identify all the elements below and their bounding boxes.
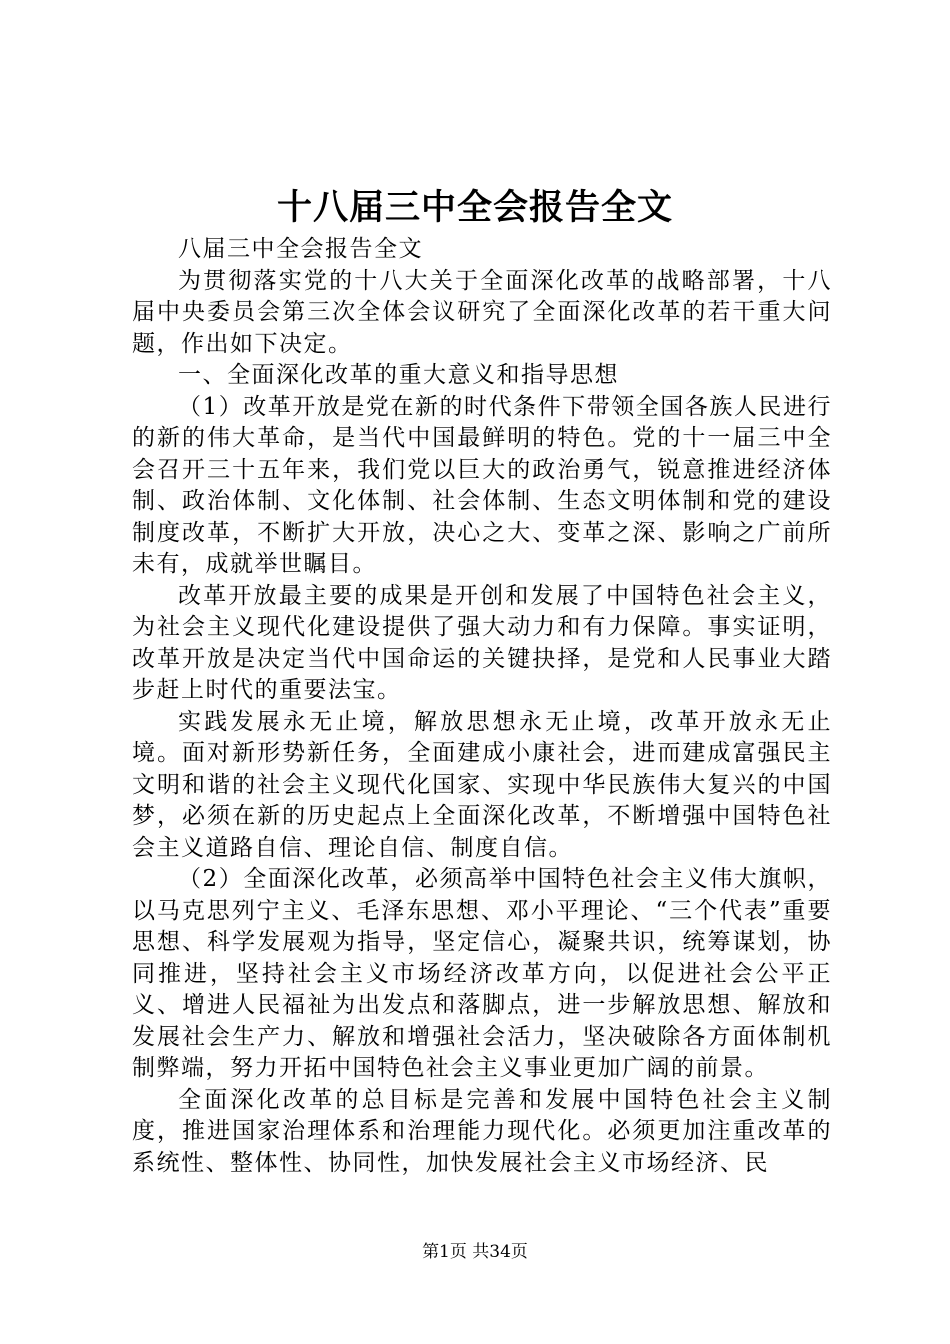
paragraph: 为贯彻落实党的十八大关于全面深化改革的战略部署，十八届中央委员会第三次全体会议研究了全面深化改革的若干重大问题，作出如下决定。 xyxy=(132,267,832,357)
paragraph: 全面深化改革的总目标是完善和发展中国特色社会主义制度，推进国家治理体系和治理能力现代化。必须更加注重改革的系统性、整体性、协同性，加快发展社会主义市场经济、民 xyxy=(132,1086,832,1176)
paragraph: 八届三中全会报告全文 xyxy=(178,236,423,262)
document-title: 十八届三中全会报告全文 xyxy=(276,187,673,228)
paragraph: （2）全面深化改革，必须高举中国特色社会主义伟大旗帜，以马克思列宁主义、毛泽东思想、邓小平理论、“三个代表”重要思想、科学发展观为指导，坚定信心，凝聚共识，统筹谋划，协同推进，坚持社会主义市场经济改革方向，以促进社会公平正义、增进人民福祉为出发点和落脚点，进一步解放思想、解放和发展社会生产力、解放和增强社会活力，坚决破除各方面体制机制弊端，努力开拓中国特色社会主义事业更加广阔的前景。 xyxy=(132,866,832,1081)
page-footer: 第1页 共34页 xyxy=(422,1242,528,1262)
paragraph: （1）改革开放是党在新的时代条件下带领全国各族人民进行的新的伟大革命，是当代中国最鲜明的特色。党的十一届三中全会召开三十五年来，我们党以巨大的政治勇气，锐意推进经济体制、政治体制、文化体制、社会体制、生态文明体制和党的建设制度改革，不断扩大开放，决心之大、变革之深、影响之广前所未有，成就举世瞩目。 xyxy=(132,393,832,577)
paragraph: 实践发展永无止境，解放思想永无止境，改革开放永无止境。面对新形势新任务，全面建成小康社会，进而建成富强民主文明和谐的社会主义现代化国家、实现中华民族伟大复兴的中国梦，必须在新的历史起点上全面深化改革，不断增强中国特色社会主义道路自信、理论自信、制度自信。 xyxy=(132,708,832,861)
paragraph: 改革开放最主要的成果是开创和发展了中国特色社会主义，为社会主义现代化建设提供了强大动力和有力保障。事实证明，改革开放是决定当代中国命运的关键抉择，是党和人民事业大踏步赶上时代的重要法宝。 xyxy=(132,582,832,703)
document-body xyxy=(132,234,832,1179)
section-heading: 一、全面深化改革的重大意义和指导思想 xyxy=(178,362,619,388)
